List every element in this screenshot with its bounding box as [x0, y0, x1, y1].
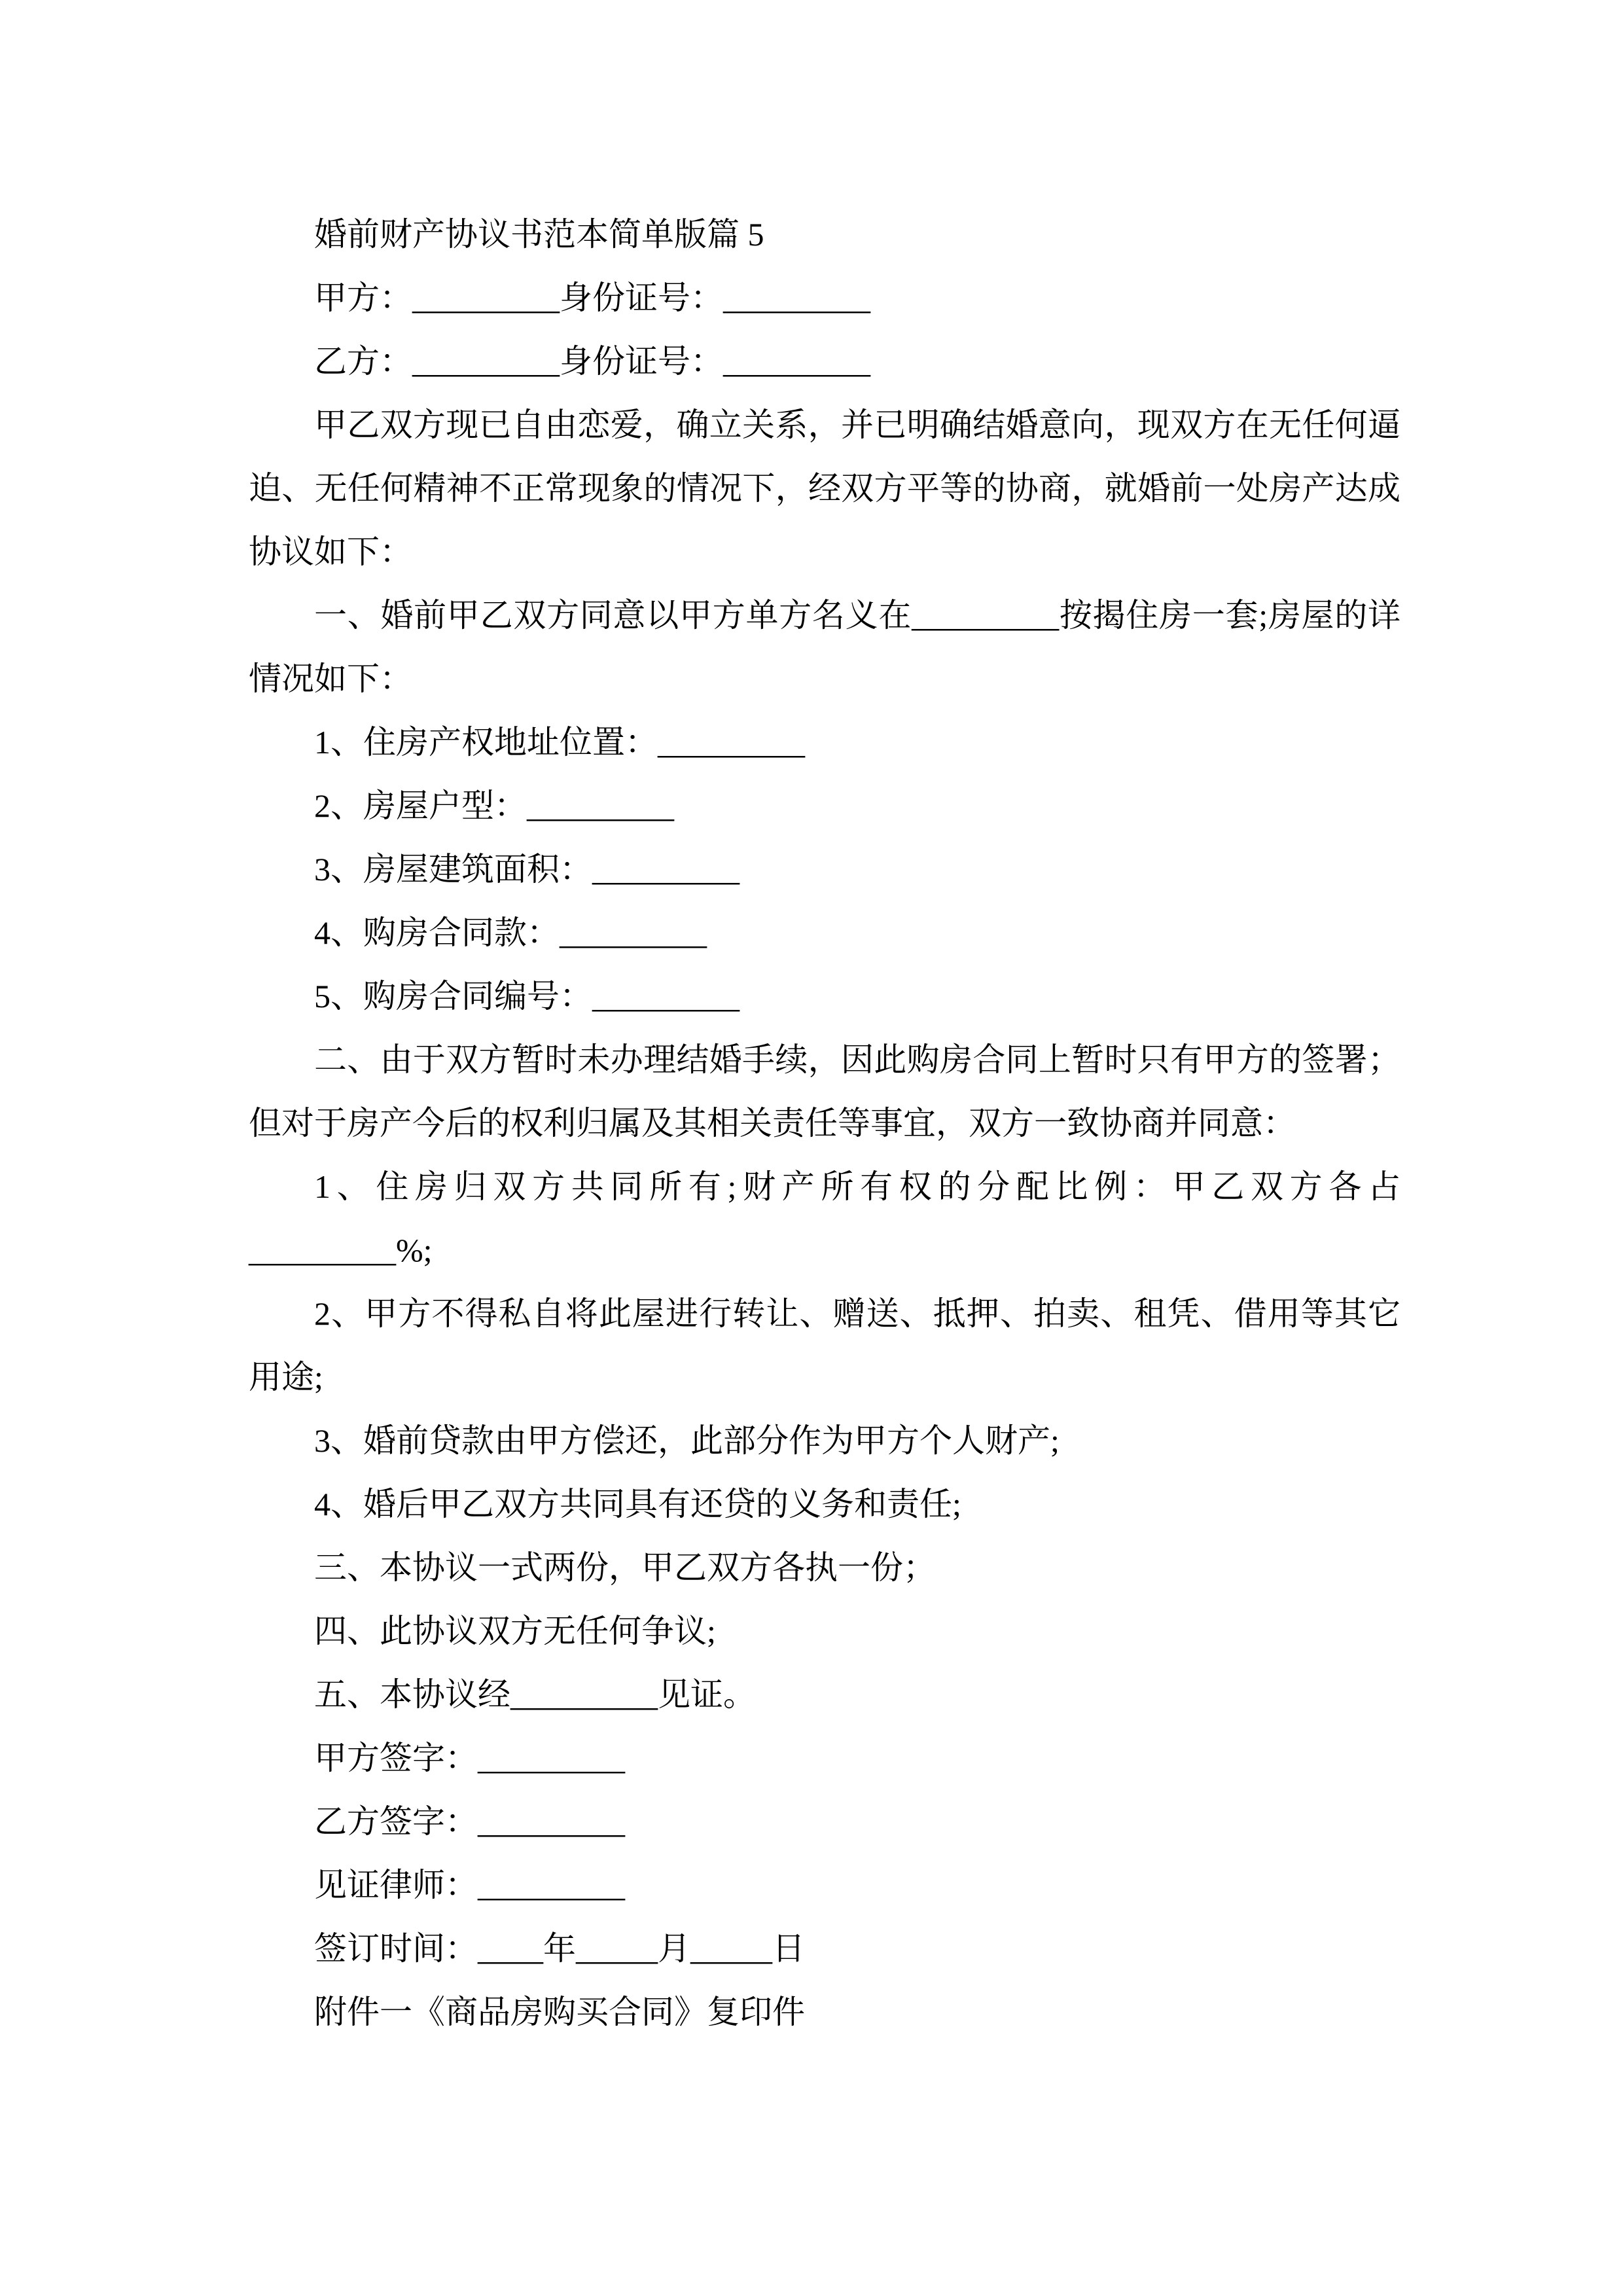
signature-party-a: 甲方签字：_________: [314, 1740, 625, 1776]
house-item-2: 2、房屋户型：_________: [314, 787, 674, 824]
house-item-5: 5、购房合同编号：_________: [314, 978, 740, 1014]
preamble-line-1: 甲乙双方现已自由恋爱，确立关系，并已明确结婚意向，现双方在无任何逼: [314, 406, 1400, 443]
signature-party-b: 乙方签字：_________: [314, 1803, 625, 1840]
agreement-item-3: 3、婚前贷款由甲方偿还，此部分作为甲方个人财产;: [314, 1422, 1060, 1459]
agreement-item-2b: 用途;: [249, 1359, 323, 1395]
agreement-item-2a: 2、甲方不得私自将此屋进行转让、赠送、抵押、拍卖、租凭、借用等其它: [314, 1295, 1400, 1332]
attachment-note: 附件一《商品房购买合同》复印件: [314, 1994, 805, 2030]
clause-2-line-2: 但对于房产今后的权利归属及其相关责任等事宜，双方一致协商并同意：: [249, 1105, 1296, 1141]
preamble-line-3: 协议如下：: [249, 533, 412, 570]
party-a-line: 甲方：_________身份证号：_________: [314, 279, 870, 316]
agreement-item-4: 4、婚后甲乙双方共同具有还贷的义务和责任;: [314, 1486, 961, 1522]
clause-3: 三、本协议一式两份，甲乙双方各执一份；: [314, 1549, 936, 1586]
preamble-line-2: 迫、无任何精神不正常现象的情况下，经双方平等的协商，就婚前一处房产达成: [249, 470, 1400, 507]
house-item-4: 4、购房合同款：_________: [314, 914, 707, 951]
agreement-item-1b: _________%;: [249, 1232, 433, 1268]
house-item-1: 1、住房产权地址位置：_________: [314, 724, 805, 761]
clause-1-line-2: 情况如下：: [249, 660, 412, 697]
clause-5: 五、本协议经_________见证。: [314, 1676, 756, 1713]
signing-date: 签订时间：____年_____月_____日: [314, 1930, 805, 1967]
clause-4: 四、此协议双方无任何争议;: [314, 1613, 716, 1649]
party-b-line: 乙方：_________身份证号：_________: [314, 343, 870, 380]
doc-title: 婚前财产协议书范本简单版篇 5: [314, 216, 764, 253]
clause-1-line-1: 一、婚前甲乙双方同意以甲方单方名义在_________按揭住房一套;房屋的详: [314, 597, 1400, 634]
clause-2-line-1: 二、由于双方暂时未办理结婚手续，因此购房合同上暂时只有甲方的签署；: [314, 1041, 1400, 1078]
witness-lawyer: 见证律师：_________: [314, 1867, 625, 1903]
agreement-item-1a: 1、住房归双方共同所有;财产所有权的分配比例：甲乙双方各占: [314, 1168, 1400, 1205]
house-item-3: 3、房屋建筑面积：_________: [314, 851, 740, 888]
document-body: [249, 203, 1400, 2044]
